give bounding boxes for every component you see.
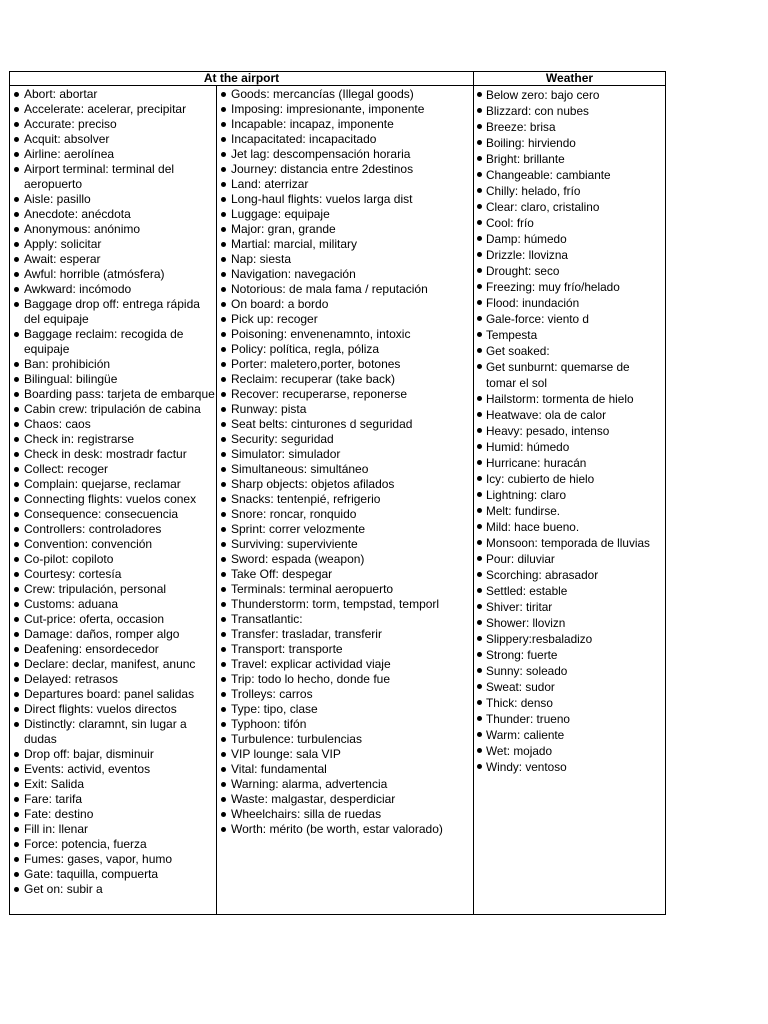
list-item: Worth: mérito (be worth, estar valorado) [220, 822, 471, 837]
list-item: Recover: recuperarse, reponerse [220, 387, 471, 402]
list-item: Hurricane: huracán [477, 455, 663, 471]
list-item: Porter: maletero,porter, botones [220, 357, 471, 372]
list-item: Notorious: de mala fama / reputación [220, 282, 471, 297]
list-item: Gate: taquilla, compuerta [13, 867, 214, 882]
list-item: Sunny: soleado [477, 663, 663, 679]
list-item: Nap: siesta [220, 252, 471, 267]
list-item: Simultaneous: simultáneo [220, 462, 471, 477]
list-item: Damage: daños, romper algo [13, 627, 214, 642]
list-item: Collect: recoger [13, 462, 214, 477]
list-item: Heatwave: ola de calor [477, 407, 663, 423]
list-item: Waste: malgastar, desperdiciar [220, 792, 471, 807]
list-item: Customs: aduana [13, 597, 214, 612]
list-item: Get on: subir a [13, 882, 214, 897]
list-item: Anecdote: anécdota [13, 207, 214, 222]
list-item: Travel: explicar actividad viaje [220, 657, 471, 672]
list-item: Acquit: absolver [13, 132, 214, 147]
list-item: Drought: seco [477, 263, 663, 279]
list-item: Long-haul flights: vuelos larga dist [220, 192, 471, 207]
list-item: Thunderstorm: torm, tempstad, temporl [220, 597, 471, 612]
list-item: Transport: transporte [220, 642, 471, 657]
list-item: Complain: quejarse, reclamar [13, 477, 214, 492]
list-item: Land: aterrizar [220, 177, 471, 192]
list-item: Fate: destino [13, 807, 214, 822]
list-item: Accurate: preciso [13, 117, 214, 132]
list-item: Force: potencia, fuerza [13, 837, 214, 852]
list-item: Transatlantic: [220, 612, 471, 627]
list-item: Accelerate: acelerar, precipitar [13, 102, 214, 117]
list-item: Departures board: panel salidas [13, 687, 214, 702]
list-item: Thunder: trueno [477, 711, 663, 727]
list-item: Fill in: llenar [13, 822, 214, 837]
list-item: Baggage reclaim: recogida de equipaje [13, 327, 214, 357]
list-item: Apply: solicitar [13, 237, 214, 252]
list-item: Courtesy: cortesía [13, 567, 214, 582]
list-item: Cabin crew: tripulación de cabina [13, 402, 214, 417]
list-item: Navigation: navegación [220, 267, 471, 282]
list-item: On board: a bordo [220, 297, 471, 312]
weather-column [474, 86, 666, 915]
list-item: Sword: espada (weapon) [220, 552, 471, 567]
list-item: Breeze: brisa [477, 119, 663, 135]
list-item: Drop off: bajar, disminuir [13, 747, 214, 762]
list-item: Policy: política, regla, póliza [220, 342, 471, 357]
list-item: Cut-price: oferta, occasion [13, 612, 214, 627]
list-item: Check in desk: mostradr factur [13, 447, 214, 462]
list-item: Drizzle: llovizna [477, 247, 663, 263]
list-item: Lightning: claro [477, 487, 663, 503]
list-item: Blizzard: con nubes [477, 103, 663, 119]
list-item: Trip: todo lo hecho, donde fue [220, 672, 471, 687]
list-item: Scorching: abrasador [477, 567, 663, 583]
list-item: Co-pilot: copiloto [13, 552, 214, 567]
list-item: Flood: inundación [477, 295, 663, 311]
list-item: Check in: registrarse [13, 432, 214, 447]
list-item: Humid: húmedo [477, 439, 663, 455]
term-list [13, 87, 214, 897]
list-item: Awful: horrible (atmósfera) [13, 267, 214, 282]
list-item: Airport terminal: terminal del aeropuerto [13, 162, 214, 192]
list-item: Awkward: incómodo [13, 282, 214, 297]
list-item: Clear: claro, cristalino [477, 199, 663, 215]
list-item: Abort: abortar [13, 87, 214, 102]
list-item: Thick: denso [477, 695, 663, 711]
list-item: VIP lounge: sala VIP [220, 747, 471, 762]
list-item: Declare: declar, manifest, anunc [13, 657, 214, 672]
list-item: Fare: tarifa [13, 792, 214, 807]
list-item: Snacks: tentenpié, refrigerio [220, 492, 471, 507]
list-item: Incapacitated: incapacitado [220, 132, 471, 147]
list-item: Below zero: bajo cero [477, 87, 663, 103]
list-item: Imposing: impresionante, imponente [220, 102, 471, 117]
list-item: Pick up: recoger [220, 312, 471, 327]
list-item: Convention: convención [13, 537, 214, 552]
list-item: Baggage drop off: entrega rápida del equipaje [13, 297, 214, 327]
list-item: Damp: húmedo [477, 231, 663, 247]
list-item: Consequence: consecuencia [13, 507, 214, 522]
list-item: Await: esperar [13, 252, 214, 267]
list-item: Journey: distancia entre 2destinos [220, 162, 471, 177]
list-item: Tempesta [477, 327, 663, 343]
list-item: Anonymous: anónimo [13, 222, 214, 237]
list-item: Goods: mercancías (Illegal goods) [220, 87, 471, 102]
list-item: Heavy: pesado, intenso [477, 423, 663, 439]
list-item: Warm: caliente [477, 727, 663, 743]
list-item: Surviving: superviviente [220, 537, 471, 552]
list-item: Settled: estable [477, 583, 663, 599]
list-item: Turbulence: turbulencias [220, 732, 471, 747]
list-item: Sprint: correr velozmente [220, 522, 471, 537]
list-item: Melt: fundirse. [477, 503, 663, 519]
term-list [220, 87, 471, 837]
list-item: Major: gran, grande [220, 222, 471, 237]
list-item: Slippery:resbaladizo [477, 631, 663, 647]
list-item: Martial: marcial, military [220, 237, 471, 252]
list-item: Reclaim: recuperar (take back) [220, 372, 471, 387]
header-at-the-airport: At the airport [10, 72, 474, 86]
list-item: Sharp objects: objetos afilados [220, 477, 471, 492]
list-item: Runway: pista [220, 402, 471, 417]
list-item: Get sunburnt: quemarse de tomar el sol [477, 359, 663, 391]
list-item: Deafening: ensordecedor [13, 642, 214, 657]
list-item: Pour: diluviar [477, 551, 663, 567]
vocabulary-table [9, 71, 666, 915]
list-item: Distinctly: claramnt, sin lugar a dudas [13, 717, 214, 747]
list-item: Mild: hace bueno. [477, 519, 663, 535]
list-item: Wheelchairs: silla de ruedas [220, 807, 471, 822]
list-item: Crew: tripulación, personal [13, 582, 214, 597]
list-item: Simulator: simulador [220, 447, 471, 462]
list-item: Sweat: sudor [477, 679, 663, 695]
list-item: Shiver: tiritar [477, 599, 663, 615]
list-item: Incapable: incapaz, imponente [220, 117, 471, 132]
list-item: Airline: aerolínea [13, 147, 214, 162]
content-row [10, 86, 666, 915]
list-item: Chaos: caos [13, 417, 214, 432]
list-item: Boiling: hirviendo [477, 135, 663, 151]
list-item: Typhoon: tifón [220, 717, 471, 732]
list-item: Snore: roncar, ronquido [220, 507, 471, 522]
list-item: Cool: frío [477, 215, 663, 231]
list-item: Poisoning: envenenamnto, intoxic [220, 327, 471, 342]
list-item: Monsoon: temporada de lluvias [477, 535, 663, 551]
list-item: Type: tipo, clase [220, 702, 471, 717]
list-item: Take Off: despegar [220, 567, 471, 582]
list-item: Chilly: helado, frío [477, 183, 663, 199]
list-item: Connecting flights: vuelos conex [13, 492, 214, 507]
list-item: Bilingual: bilingüe [13, 372, 214, 387]
list-item: Terminals: terminal aeropuerto [220, 582, 471, 597]
list-item: Freezing: muy frío/helado [477, 279, 663, 295]
list-item: Boarding pass: tarjeta de embarque [13, 387, 214, 402]
list-item: Security: seguridad [220, 432, 471, 447]
airport-column-right [217, 86, 474, 915]
list-item: Icy: cubierto de hielo [477, 471, 663, 487]
list-item: Gale-force: viento d [477, 311, 663, 327]
list-item: Controllers: controladores [13, 522, 214, 537]
list-item: Ban: prohibición [13, 357, 214, 372]
list-item: Events: activid, eventos [13, 762, 214, 777]
list-item: Windy: ventoso [477, 759, 663, 775]
list-item: Changeable: cambiante [477, 167, 663, 183]
list-item: Vital: fundamental [220, 762, 471, 777]
header-weather: Weather [474, 72, 666, 86]
list-item: Bright: brillante [477, 151, 663, 167]
list-item: Strong: fuerte [477, 647, 663, 663]
list-item: Trolleys: carros [220, 687, 471, 702]
airport-column-left [10, 86, 217, 915]
list-item: Get soaked: [477, 343, 663, 359]
list-item: Transfer: trasladar, transferir [220, 627, 471, 642]
list-item: Wet: mojado [477, 743, 663, 759]
list-item: Seat belts: cinturones d seguridad [220, 417, 471, 432]
header-row [10, 72, 666, 86]
list-item: Aisle: pasillo [13, 192, 214, 207]
list-item: Delayed: retrasos [13, 672, 214, 687]
list-item: Luggage: equipaje [220, 207, 471, 222]
list-item: Jet lag: descompensación horaria [220, 147, 471, 162]
list-item: Exit: Salida [13, 777, 214, 792]
list-item: Hailstorm: tormenta de hielo [477, 391, 663, 407]
list-item: Fumes: gases, vapor, humo [13, 852, 214, 867]
list-item: Warning: alarma, advertencia [220, 777, 471, 792]
list-item: Direct flights: vuelos directos [13, 702, 214, 717]
list-item: Shower: llovizn [477, 615, 663, 631]
term-list [477, 87, 663, 775]
